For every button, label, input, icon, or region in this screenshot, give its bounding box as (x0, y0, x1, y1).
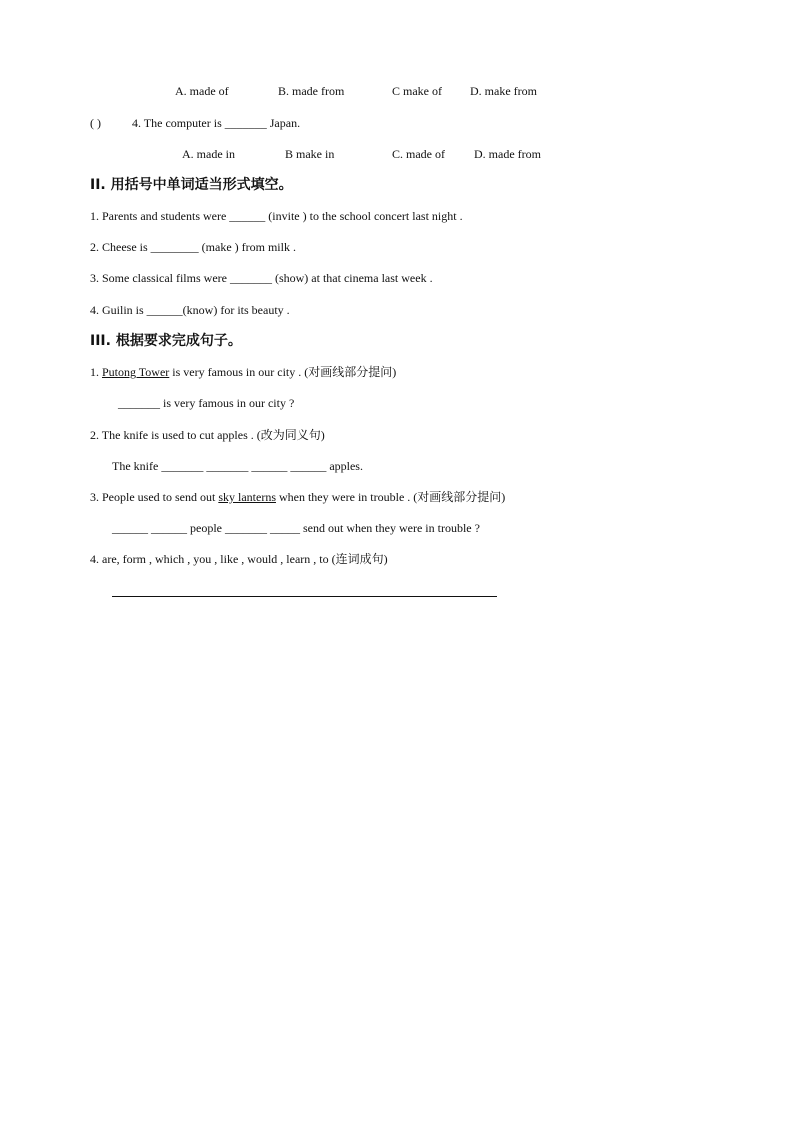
section-2-item-3: 3. Some classical films were _______ (show) at that cinema last week . (90, 271, 433, 285)
section-3-item-1-answer: _______ is very famous in our city ? (118, 396, 295, 410)
item-3-pre: 3. People used to send out (90, 490, 219, 504)
section-3-item-3 (90, 490, 505, 504)
section-2-item-4: 4. Guilin is ______(know) for its beauty . (90, 303, 290, 317)
item-3-rest: when they were in trouble . (对画线部分提问) (275, 490, 506, 504)
q3-option-b: B. made from (278, 84, 345, 98)
q4-option-c: C. made of (392, 147, 445, 161)
section-3-item-1 (90, 365, 396, 379)
q3-option-d: D. make from (470, 84, 537, 98)
item-1-rest: is very famous in our city . (对画线部分提问) (169, 365, 397, 379)
q4-question: 4. The computer is _______ Japan. (132, 116, 301, 130)
item-3-underlined-phrase: sky lanterns (218, 490, 276, 504)
item-1-number: 1. (90, 365, 102, 379)
q4-option-b: B make in (285, 147, 335, 161)
q4-option-a: A. made in (182, 147, 235, 161)
item-1-underlined-phrase: Putong Tower (102, 365, 170, 379)
section-3-item-2-answer: The knife _______ _______ ______ ______ apples. (112, 459, 363, 473)
section-2-heading: II. 用括号中单词适当形式填空。 (90, 177, 293, 193)
section-2-item-1: 1. Parents and students were ______ (invite ) to the school concert last night . (90, 209, 463, 223)
q4-answer-paren: ( ) (90, 116, 101, 130)
section-3-heading: III. 根据要求完成句子。 (90, 333, 242, 349)
q4-option-d: D. made from (474, 147, 541, 161)
section-3-item-4: 4. are, form , which , you , like , would , learn , to (连词成句) (90, 552, 388, 566)
section-2-item-2: 2. Cheese is ________ (make ) from milk . (90, 240, 296, 254)
q3-option-a: A. made of (175, 84, 229, 98)
answer-blank-line (112, 596, 497, 597)
section-3-item-2: 2. The knife is used to cut apples . (改为同义句) (90, 428, 325, 442)
q3-option-c: C make of (392, 84, 442, 98)
section-3-item-3-answer: ______ ______ people _______ _____ send out when they were in trouble ? (112, 521, 480, 535)
